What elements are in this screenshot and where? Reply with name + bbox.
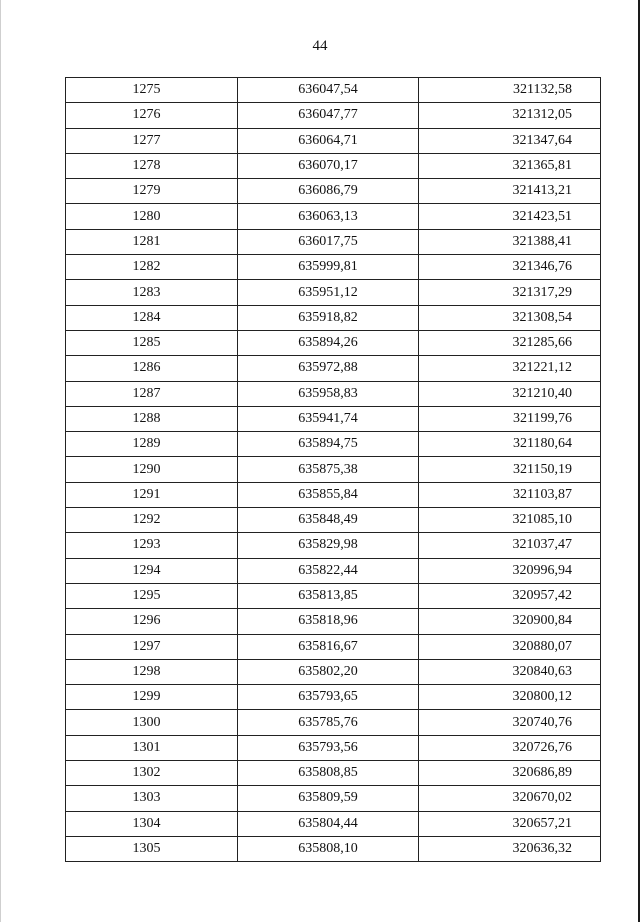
point-number-cell: 1284 <box>66 305 238 330</box>
y-coordinate-cell: 321085,10 <box>419 508 601 533</box>
scan-edge-left <box>0 0 1 922</box>
page-number: 44 <box>312 38 328 54</box>
point-number-cell: 1297 <box>66 634 238 659</box>
x-coordinate-cell: 635785,76 <box>238 710 419 735</box>
table-row <box>66 609 601 634</box>
table-row <box>66 229 601 254</box>
y-coordinate-cell: 321199,76 <box>419 406 601 431</box>
table-row <box>66 761 601 786</box>
table-row <box>66 153 601 178</box>
point-number-cell: 1277 <box>66 128 238 153</box>
x-coordinate-cell: 635855,84 <box>238 482 419 507</box>
y-coordinate-cell: 320636,32 <box>419 836 601 861</box>
point-number-cell: 1281 <box>66 229 238 254</box>
table-row <box>66 103 601 128</box>
x-coordinate-cell: 635822,44 <box>238 558 419 583</box>
table-row <box>66 482 601 507</box>
x-coordinate-cell: 635802,20 <box>238 659 419 684</box>
y-coordinate-cell: 321150,19 <box>419 457 601 482</box>
x-coordinate-cell: 635809,59 <box>238 786 419 811</box>
y-coordinate-cell: 321308,54 <box>419 305 601 330</box>
y-coordinate-cell: 321388,41 <box>419 229 601 254</box>
point-number-cell: 1300 <box>66 710 238 735</box>
x-coordinate-cell: 635818,96 <box>238 609 419 634</box>
x-coordinate-cell: 636063,13 <box>238 204 419 229</box>
table-row <box>66 735 601 760</box>
point-number-cell: 1288 <box>66 406 238 431</box>
y-coordinate-cell: 321413,21 <box>419 179 601 204</box>
x-coordinate-cell: 636086,79 <box>238 179 419 204</box>
table-row <box>66 836 601 861</box>
x-coordinate-cell: 635999,81 <box>238 255 419 280</box>
table-row <box>66 330 601 355</box>
point-number-cell: 1295 <box>66 583 238 608</box>
point-number-cell: 1293 <box>66 533 238 558</box>
x-coordinate-cell: 635808,85 <box>238 761 419 786</box>
y-coordinate-cell: 321132,58 <box>419 78 601 103</box>
y-coordinate-cell: 321317,29 <box>419 280 601 305</box>
y-coordinate-cell: 321285,66 <box>419 330 601 355</box>
table-row <box>66 710 601 735</box>
table-row <box>66 659 601 684</box>
y-coordinate-cell: 320800,12 <box>419 685 601 710</box>
point-number-cell: 1302 <box>66 761 238 786</box>
x-coordinate-cell: 636047,77 <box>238 103 419 128</box>
point-number-cell: 1290 <box>66 457 238 482</box>
table-row <box>66 583 601 608</box>
table-row <box>66 457 601 482</box>
table-row <box>66 356 601 381</box>
table-row <box>66 432 601 457</box>
point-number-cell: 1301 <box>66 735 238 760</box>
x-coordinate-cell: 635804,44 <box>238 811 419 836</box>
point-number-cell: 1292 <box>66 508 238 533</box>
x-coordinate-cell: 635829,98 <box>238 533 419 558</box>
y-coordinate-cell: 320686,89 <box>419 761 601 786</box>
point-number-cell: 1289 <box>66 432 238 457</box>
y-coordinate-cell: 321103,87 <box>419 482 601 507</box>
table-row <box>66 533 601 558</box>
y-coordinate-cell: 321423,51 <box>419 204 601 229</box>
point-number-cell: 1286 <box>66 356 238 381</box>
point-number-cell: 1280 <box>66 204 238 229</box>
x-coordinate-cell: 635813,85 <box>238 583 419 608</box>
x-coordinate-cell: 635808,10 <box>238 836 419 861</box>
x-coordinate-cell: 635848,49 <box>238 508 419 533</box>
x-coordinate-cell: 635816,67 <box>238 634 419 659</box>
point-number-cell: 1291 <box>66 482 238 507</box>
y-coordinate-cell: 320670,02 <box>419 786 601 811</box>
y-coordinate-cell: 321312,05 <box>419 103 601 128</box>
x-coordinate-cell: 635875,38 <box>238 457 419 482</box>
x-coordinate-cell: 635793,56 <box>238 735 419 760</box>
x-coordinate-cell: 636047,54 <box>238 78 419 103</box>
y-coordinate-cell: 320957,42 <box>419 583 601 608</box>
y-coordinate-cell: 321037,47 <box>419 533 601 558</box>
table-row <box>66 786 601 811</box>
table-row <box>66 406 601 431</box>
table-row <box>66 558 601 583</box>
point-number-cell: 1282 <box>66 255 238 280</box>
y-coordinate-cell: 321347,64 <box>419 128 601 153</box>
x-coordinate-cell: 635918,82 <box>238 305 419 330</box>
x-coordinate-cell: 636017,75 <box>238 229 419 254</box>
y-coordinate-cell: 320900,84 <box>419 609 601 634</box>
table-row <box>66 381 601 406</box>
x-coordinate-cell: 635793,65 <box>238 685 419 710</box>
table-row <box>66 179 601 204</box>
y-coordinate-cell: 321346,76 <box>419 255 601 280</box>
coordinates-table-body <box>66 78 601 862</box>
table-row <box>66 305 601 330</box>
y-coordinate-cell: 321365,81 <box>419 153 601 178</box>
y-coordinate-cell: 321221,12 <box>419 356 601 381</box>
point-number-cell: 1283 <box>66 280 238 305</box>
table-row <box>66 128 601 153</box>
point-number-cell: 1304 <box>66 811 238 836</box>
y-coordinate-cell: 320880,07 <box>419 634 601 659</box>
y-coordinate-cell: 321210,40 <box>419 381 601 406</box>
x-coordinate-cell: 635972,88 <box>238 356 419 381</box>
y-coordinate-cell: 320657,21 <box>419 811 601 836</box>
point-number-cell: 1278 <box>66 153 238 178</box>
point-number-cell: 1294 <box>66 558 238 583</box>
point-number-cell: 1303 <box>66 786 238 811</box>
table-row <box>66 811 601 836</box>
table-row <box>66 255 601 280</box>
table-row <box>66 280 601 305</box>
table-row <box>66 204 601 229</box>
point-number-cell: 1275 <box>66 78 238 103</box>
point-number-cell: 1287 <box>66 381 238 406</box>
table-row <box>66 685 601 710</box>
y-coordinate-cell: 320726,76 <box>419 735 601 760</box>
x-coordinate-cell: 636064,71 <box>238 128 419 153</box>
y-coordinate-cell: 320996,94 <box>419 558 601 583</box>
point-number-cell: 1285 <box>66 330 238 355</box>
point-number-cell: 1279 <box>66 179 238 204</box>
point-number-cell: 1296 <box>66 609 238 634</box>
y-coordinate-cell: 320740,76 <box>419 710 601 735</box>
coordinates-table <box>65 77 601 862</box>
table-row <box>66 634 601 659</box>
y-coordinate-cell: 320840,63 <box>419 659 601 684</box>
x-coordinate-cell: 635894,75 <box>238 432 419 457</box>
x-coordinate-cell: 635951,12 <box>238 280 419 305</box>
x-coordinate-cell: 636070,17 <box>238 153 419 178</box>
table-row <box>66 78 601 103</box>
y-coordinate-cell: 321180,64 <box>419 432 601 457</box>
x-coordinate-cell: 635894,26 <box>238 330 419 355</box>
point-number-cell: 1299 <box>66 685 238 710</box>
point-number-cell: 1298 <box>66 659 238 684</box>
table-row <box>66 508 601 533</box>
point-number-cell: 1276 <box>66 103 238 128</box>
point-number-cell: 1305 <box>66 836 238 861</box>
x-coordinate-cell: 635941,74 <box>238 406 419 431</box>
x-coordinate-cell: 635958,83 <box>238 381 419 406</box>
